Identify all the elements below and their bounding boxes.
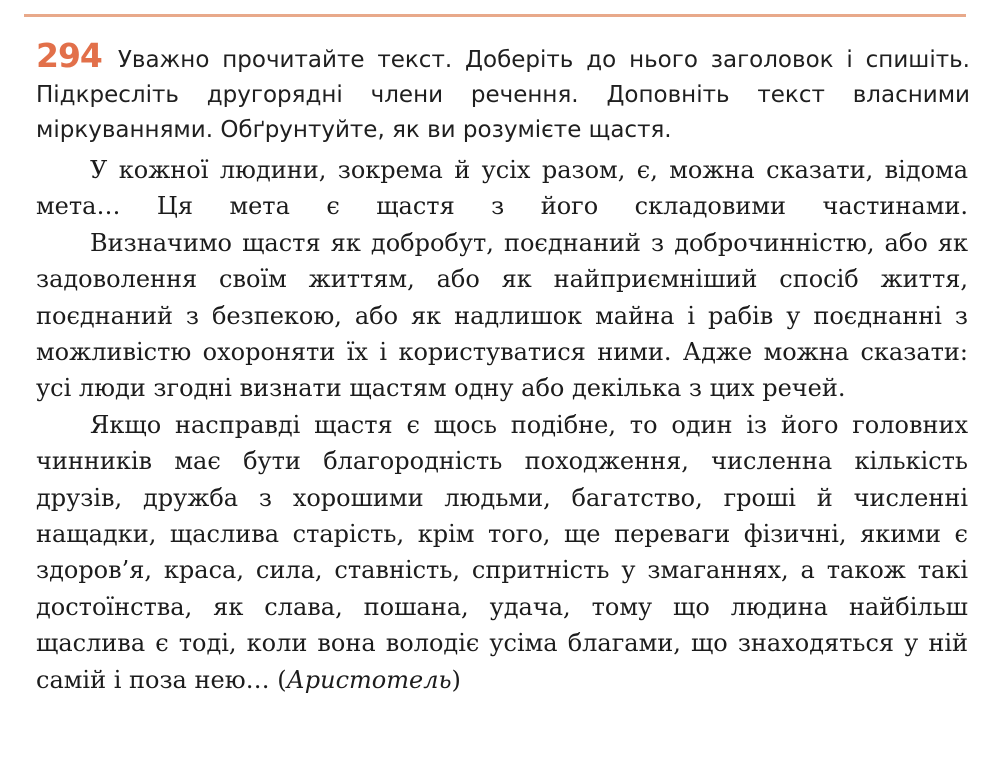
reading-text [36, 152, 968, 698]
author-name: Аристотель [286, 665, 452, 694]
paragraph-3-text: Якщо насправді щастя є щось подібне, то один із його головних чинників має бути благородність походження, численна кількість друзів, дружба з хорошими людьми, багатство, гроші й численні нащадки, щаслива старість, крім того, ще переваги фізичні, якими є здоров’я, краса, сила, ставність, спритність у змаганнях, а також такі достоїнства, як слава, пошана, удача, тому що людина найбільш щаслива є тоді, коли вона володіє усіма благами, що знаходяться у ній самій і поза нею… [36, 410, 968, 694]
author-close-paren: ) [451, 665, 461, 694]
exercise-instruction: Уважно прочитайте текст. Доберіть до нього заголовок і спишіть. Підкресліть другорядні члени речення. Доповніть текст власними міркуваннями. Обґрунтуйте, як ви розумієте щастя. [36, 47, 970, 143]
top-divider [24, 14, 966, 17]
exercise-number: 294 [36, 36, 102, 75]
paragraph-2: Визначимо щастя як добробут, поєднаний з доброчинністю, або як задоволення своїм життям, або як найприємніший спосіб життя, поєднаний з безпекою, або як надлишок майна і рабів у поєднанні з можливістю охороняти їх і користуватися ними. Адже можна сказати: усі люди згодні визнати щастям одну або декілька з цих речей. [36, 228, 968, 403]
exercise-instruction-block [36, 38, 970, 148]
paragraph-1: У кожної людини, зокрема й усіх разом, є, можна сказати, відома мета… Ця мета є щастя з його складовими частинами. [36, 156, 968, 221]
paragraph-3 [36, 407, 968, 698]
author-open-paren: ( [269, 665, 287, 694]
